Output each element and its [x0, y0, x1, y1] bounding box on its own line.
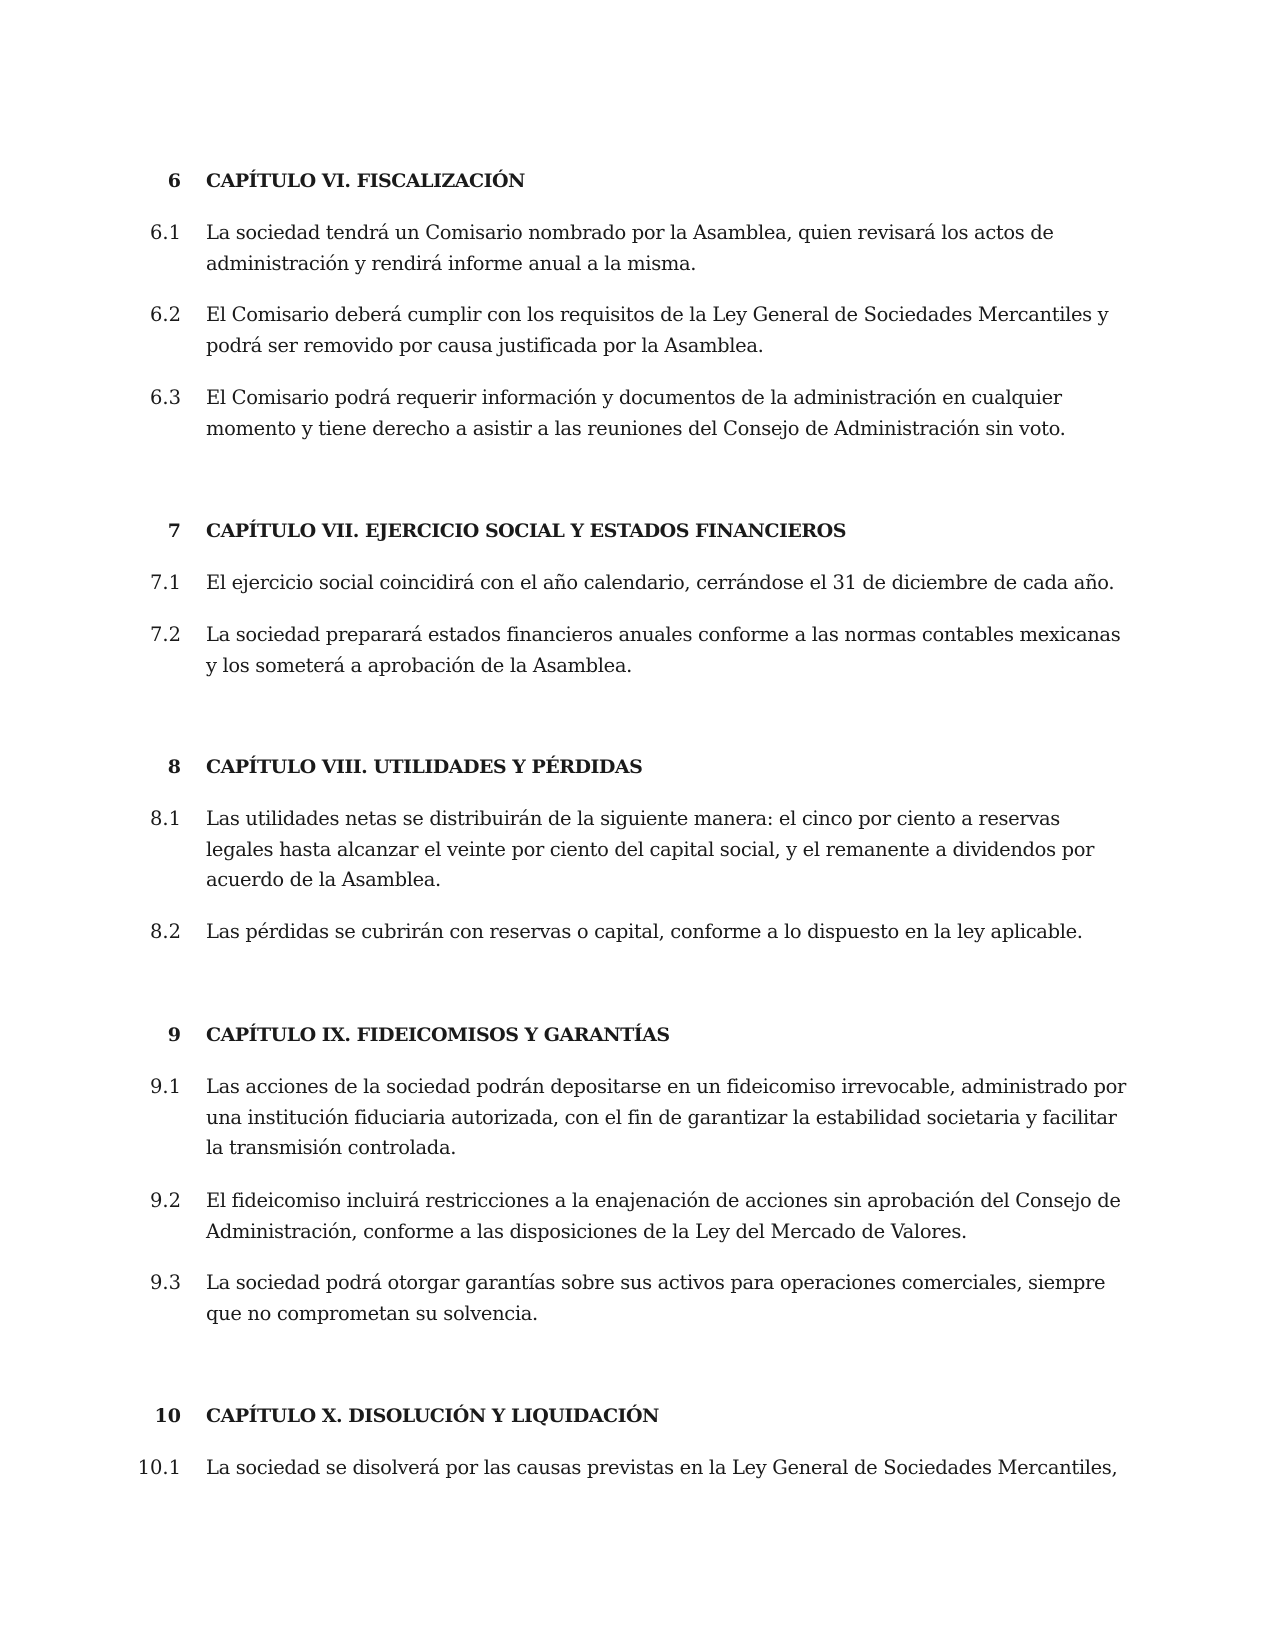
clause-text: La sociedad se disolverá por las causas previstas en la Ley General de Sociedades Mercantiles, [206, 1456, 1118, 1479]
clause-text: Las utilidades netas se distribuirán de la siguiente manera: el cinco por ciento a reservas legales hasta alcanzar el veinte por ciento del capital social, y el remanente a dividendos por acuerdo de la Asamblea. [206, 807, 1095, 891]
clause-number: 7.1 [149, 571, 181, 594]
clause-text: La sociedad podrá otorgar garantías sobre sus activos para operaciones comerciales, siempre que no comprometan su solvencia. [206, 1271, 1106, 1325]
clause-number: 6.3 [149, 386, 181, 409]
clause-number: 10.1 [137, 1456, 181, 1479]
clause-number: 9.1 [149, 1075, 181, 1098]
clause-number: 8.2 [149, 920, 181, 943]
clause-text: Las pérdidas se cubrirán con reservas o capital, conforme a lo dispuesto en la ley aplicable. [206, 920, 1083, 943]
chapter-title: CAPÍTULO VII. EJERCICIO SOCIAL Y ESTADOS FINANCIEROS [206, 520, 846, 542]
clause-text: El ejercicio social coincidirá con el año calendario, cerrándose el 31 de diciembre de cada año. [206, 571, 1115, 594]
chapter-number: 8 [167, 756, 181, 778]
chapter-title: CAPÍTULO X. DISOLUCIÓN Y LIQUIDACIÓN [206, 1405, 659, 1427]
clause-number: 8.1 [149, 807, 181, 830]
clause-number: 9.3 [149, 1271, 181, 1294]
clause-text: La sociedad tendrá un Comisario nombrado por la Asamblea, quien revisará los actos de administración y rendirá informe anual a la misma. [206, 221, 1054, 275]
clause-number: 9.2 [149, 1189, 181, 1212]
clause-number: 6.2 [149, 303, 181, 326]
clause-text: El Comisario podrá requerir información y documentos de la administración en cualquier momento y tiene derecho a asistir a las reuniones del Consejo de Administración sin voto. [206, 386, 1066, 440]
chapter-number: 7 [167, 520, 181, 542]
clause-text: El Comisario deberá cumplir con los requisitos de la Ley General de Sociedades Mercantiles y podrá ser removido por causa justificada por la Asamblea. [206, 303, 1109, 357]
clause-text: La sociedad preparará estados financieros anuales conforme a las normas contables mexicanas y los someterá a aprobación de la Asamblea. [206, 623, 1121, 677]
chapter-title: CAPÍTULO VI. FISCALIZACIÓN [206, 170, 525, 192]
chapter-number: 9 [167, 1024, 181, 1046]
chapter-number: 6 [167, 170, 181, 192]
clause-text: El fideicomiso incluirá restricciones a la enajenación de acciones sin aprobación del Consejo de Administración, conforme a las disposiciones de la Ley del Mercado de Valores. [206, 1189, 1121, 1243]
chapter-title: CAPÍTULO IX. FIDEICOMISOS Y GARANTÍAS [206, 1024, 670, 1046]
clause-text: Las acciones de la sociedad podrán depositarse en un fideicomiso irrevocable, administrado por una institución fiduciaria autorizada, con el fin de garantizar la estabilidad societaria y facilitar la transmisión controlada. [206, 1075, 1127, 1159]
clause-number: 7.2 [149, 623, 181, 646]
clause-number: 6.1 [149, 221, 181, 244]
chapter-title: CAPÍTULO VIII. UTILIDADES Y PÉRDIDAS [206, 756, 643, 778]
chapter-number: 10 [154, 1405, 181, 1427]
